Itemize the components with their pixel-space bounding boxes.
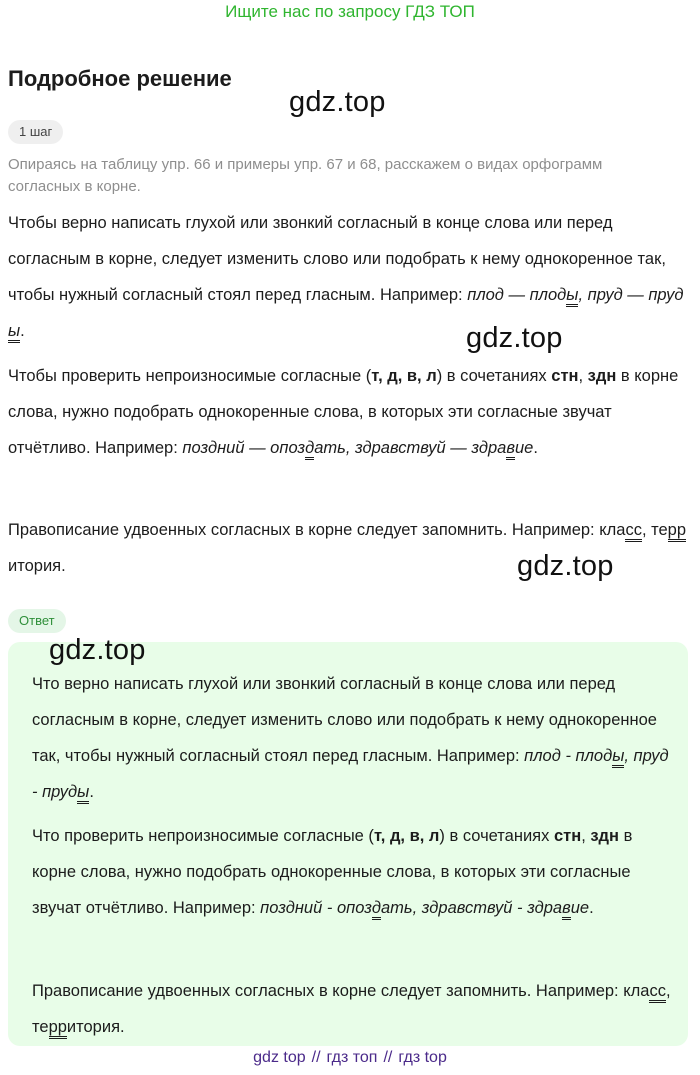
solution-paragraph-1: Чтобы верно написать глухой или звонкий согласный в конце слова или перед согласным в корне, следует изменить слово или подобрать к нему однокоренное так, чтобы нужный согласный стоял перед гласным. Например: плод — плоды, пруд — пруды. xyxy=(8,205,688,349)
footer-links xyxy=(0,1049,700,1067)
checked-letter: в xyxy=(506,440,515,460)
example-1: плод — плоды, пруд — пруды xyxy=(8,286,683,340)
double-letters: сс xyxy=(625,522,642,542)
watermark: gdz.top xyxy=(517,550,614,582)
checked-letter: д xyxy=(372,900,381,920)
solution-paragraph-3: Правописание удвоенных согласных в корне следует запомнить. Например: класс, территория. xyxy=(8,521,687,575)
double-letters: рр xyxy=(668,522,686,542)
checked-letter: ы xyxy=(566,287,578,307)
answer-box xyxy=(8,642,688,1046)
checked-letter: ы xyxy=(8,323,20,343)
checked-letter: в xyxy=(562,900,571,920)
combination-stn: стн xyxy=(551,367,579,385)
footer-link-gdz-top[interactable]: gdz top xyxy=(253,1049,306,1066)
letters-list: т, д, в, л xyxy=(373,827,440,845)
answer-paragraph-3: Правописание удвоенных согласных в корне следует запомнить. Например: класс, территория. xyxy=(32,973,672,1045)
page-title: Подробное решение xyxy=(8,66,232,91)
answer-paragraph-1: Что верно написать глухой или звонкий согласный в конце слова или перед согласным в корне, следует изменить слово или подобрать к нему однокоренное так, чтобы нужный согласный стоял перед гласным. Например: плод - плоды, пруд - пруды. xyxy=(32,666,672,810)
example-2: поздний - опоздать, здравствуй - здравие xyxy=(260,899,589,917)
intro-text: Опираясь на таблицу упр. 66 и примеры упр. 67 и 68, расскажем о видах орфограмм согласных в корне. xyxy=(8,156,603,195)
example-2: поздний — опоздать, здравствуй — здравие xyxy=(182,439,533,457)
watermark: gdz.top xyxy=(49,634,146,666)
combination-stn: стн xyxy=(553,827,582,845)
answer-paragraph-2: Что проверить непроизносимые согласные (т, д, в, л) в сочетаниях стн, здн в корне слова, нужно подобрать однокоренные слова, в которых эти согласные звучат отчётливо. Например: поздний - опоздать, здравствуй - здравие. xyxy=(32,818,672,926)
example-1: плод - плоды, пруд - пруды xyxy=(32,747,669,801)
search-banner: Ищите нас по запросу ГДЗ ТОП xyxy=(225,2,475,21)
checked-letter: ы xyxy=(612,748,624,768)
checked-letter: д xyxy=(305,440,314,460)
footer-separator: // xyxy=(383,1049,393,1066)
footer-link-gdz-top-ru[interactable]: гдз топ xyxy=(326,1049,378,1066)
combination-zdn: здн xyxy=(587,367,617,385)
watermark: gdz.top xyxy=(289,86,386,118)
footer-link-gdz-top-mixed[interactable]: гдз top xyxy=(398,1049,447,1066)
answer-badge: Ответ xyxy=(8,609,66,633)
step-badge: 1 шаг xyxy=(8,120,63,144)
combination-zdn: здн xyxy=(590,827,620,845)
solution-paragraph-2: Чтобы проверить непроизносимые согласные (т, д, в, л) в сочетаниях стн, здн в корне слова, нужно подобрать однокоренные слова, в которых эти согласные звучат отчётливо. Например: поздний — опоздать, здравствуй — здравие. xyxy=(8,358,688,466)
double-letters: рр xyxy=(49,1019,67,1039)
footer-separator: // xyxy=(311,1049,321,1066)
checked-letter: ы xyxy=(77,784,89,804)
double-letters: сс xyxy=(649,983,666,1003)
letters-list: т, д, в, л xyxy=(371,367,437,385)
watermark: gdz.top xyxy=(466,322,563,354)
paragraph-text: Чтобы верно написать глухой или звонкий согласный в конце слова или перед согласным в корне, следует изменить слово или подобрать к нему однокоренное так, чтобы нужный согласный стоял перед гласным. Например: xyxy=(8,214,666,304)
